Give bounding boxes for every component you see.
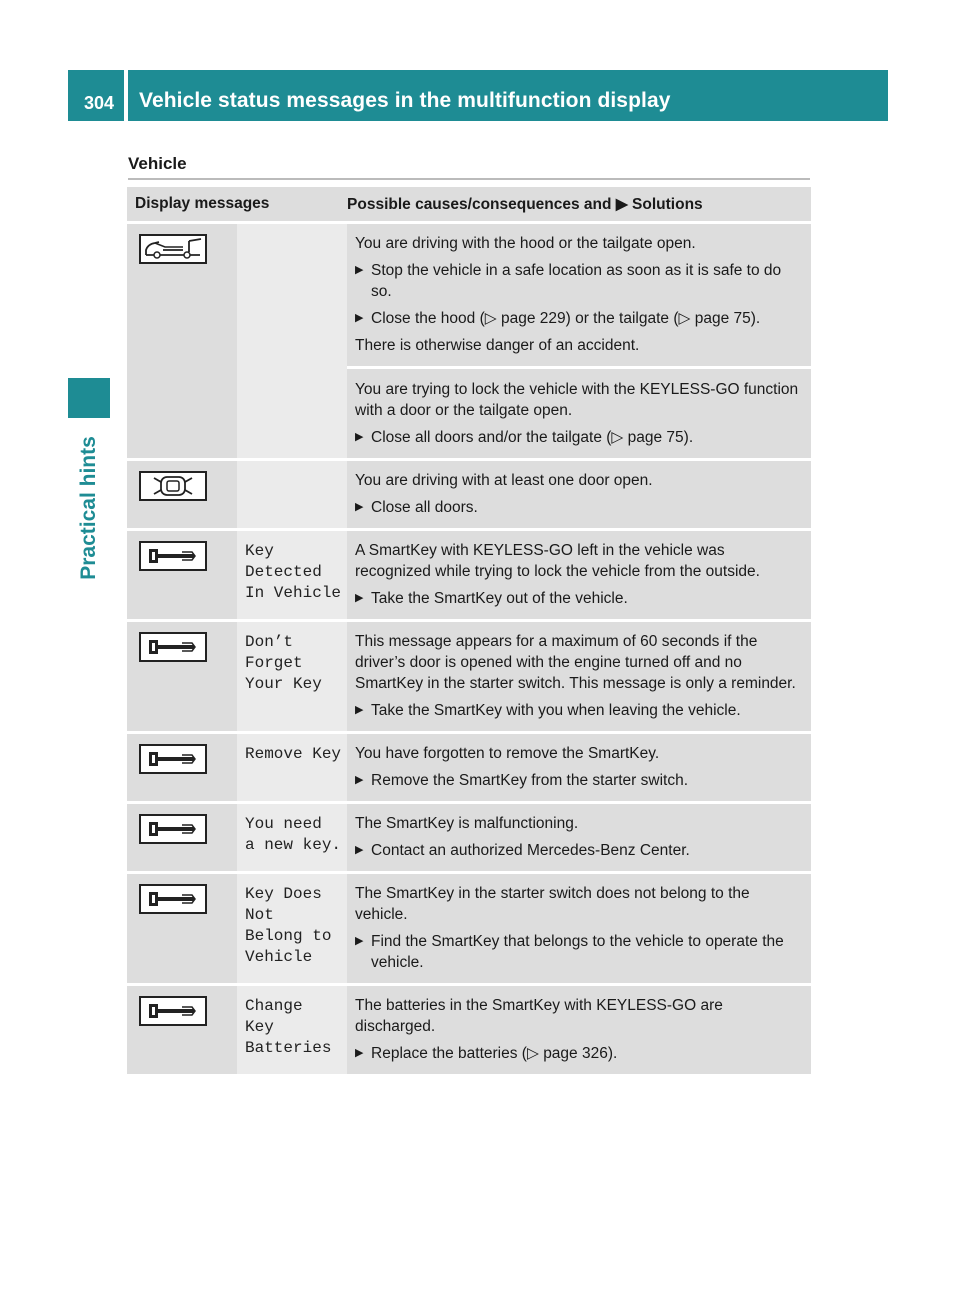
step-arrow-icon: ▶ [355, 704, 364, 716]
solution-cell [347, 530, 811, 621]
display-message: Key Detected In Vehicle [237, 530, 347, 621]
column-header-display: Display messages [127, 187, 347, 223]
solution-step [355, 931, 801, 973]
status-icon-cell [127, 803, 237, 873]
cause-text: You are trying to lock the vehicle with the KEYLESS-GO function with a door or the tailgate open. [355, 381, 799, 419]
solution-step-text: Remove the SmartKey from the starter switch. [371, 772, 689, 789]
display-message: You need a new key. [237, 803, 347, 873]
step-arrow-icon: ▶ [355, 264, 364, 276]
solution-cell [347, 803, 811, 873]
header-divider [124, 70, 128, 121]
solution-step [355, 308, 801, 329]
status-icon-cell [127, 985, 237, 1075]
step-arrow-icon: ▶ [355, 592, 364, 604]
column-header-prefix: Possible causes/consequences and [347, 195, 612, 213]
step-arrow-icon: ▶ [355, 935, 364, 947]
solutions-arrow-icon: ▶ [615, 195, 628, 213]
cause-text: The SmartKey is malfunctioning. [355, 815, 579, 832]
section-divider [128, 178, 810, 180]
status-messages-table [127, 187, 811, 1074]
step-arrow-icon: ▶ [355, 844, 364, 856]
solution-step-text: Stop the vehicle in a safe location as soon as it is safe to do so. [371, 262, 782, 300]
open-door-icon [139, 471, 207, 501]
solution-cell [347, 985, 811, 1075]
solution-step [355, 260, 801, 302]
table-row [127, 985, 811, 1075]
solution-cell [347, 873, 811, 985]
solution-cell [347, 368, 811, 460]
solution-step [355, 840, 801, 861]
solution-step-text: Replace the batteries (▷ page 326). [371, 1045, 618, 1062]
solution-step [355, 588, 801, 609]
page-title: Vehicle status messages in the multifunction display [139, 89, 671, 112]
solution-step [355, 770, 801, 791]
display-message: Don’t Forget Your Key [237, 621, 347, 733]
display-message: Remove Key [237, 733, 347, 803]
display-message: Change Key Batteries [237, 985, 347, 1075]
table-row [127, 803, 811, 873]
solution-cell [347, 621, 811, 733]
key-icon [139, 814, 207, 844]
solution-step-text: Take the SmartKey with you when leaving the vehicle. [371, 702, 741, 719]
step-arrow-icon: ▶ [355, 1047, 364, 1059]
table-header-row [127, 187, 811, 223]
step-arrow-icon: ▶ [355, 774, 364, 786]
solution-cell [347, 223, 811, 368]
page-number: 304 [84, 93, 115, 113]
status-icon-cell [127, 873, 237, 985]
solution-cell [347, 733, 811, 803]
solution-step-text: Close all doors and/or the tailgate (▷ page 75). [371, 429, 694, 446]
column-header-solutions [347, 187, 811, 223]
solution-step-text: Close all doors. [371, 499, 478, 516]
key-icon [139, 996, 207, 1026]
solution-step-text: Take the SmartKey out of the vehicle. [371, 590, 628, 607]
column-header-suffix: Solutions [632, 195, 703, 213]
table-row [127, 733, 811, 803]
cause-text: You are driving with the hood or the tailgate open. [355, 235, 696, 252]
section-title: Vehicle [128, 154, 187, 173]
solution-step [355, 700, 801, 721]
open-hood-tailgate-icon [139, 234, 207, 264]
step-arrow-icon: ▶ [355, 501, 364, 513]
cause-text: The batteries in the SmartKey with KEYLESS-GO are discharged. [355, 997, 723, 1035]
consequence-text: There is otherwise danger of an accident. [355, 337, 640, 354]
table-row [127, 223, 811, 368]
cause-text: You are driving with at least one door open. [355, 472, 653, 489]
status-icon-cell [127, 733, 237, 803]
status-icon-cell [127, 530, 237, 621]
key-icon [139, 744, 207, 774]
key-icon [139, 884, 207, 914]
step-arrow-icon: ▶ [355, 312, 364, 324]
solution-step-text: Find the SmartKey that belongs to the vehicle to operate the vehicle. [371, 933, 784, 971]
status-icon-cell [127, 621, 237, 733]
status-icon-cell [127, 223, 237, 460]
solution-step [355, 497, 801, 518]
key-icon [139, 632, 207, 662]
key-icon [139, 541, 207, 571]
display-message [237, 223, 347, 460]
solution-step-text: Close the hood (▷ page 229) or the tailgate (▷ page 75). [371, 310, 761, 327]
display-message [237, 460, 347, 530]
solution-step [355, 427, 801, 448]
table-row [127, 460, 811, 530]
solution-step [355, 1043, 801, 1064]
solution-cell [347, 460, 811, 530]
display-message: Key Does Not Belong to Vehicle [237, 873, 347, 985]
table-row [127, 873, 811, 985]
side-tab-marker [68, 378, 110, 418]
cause-text: A SmartKey with KEYLESS-GO left in the vehicle was recognized while trying to lock the vehicle from the outside. [355, 542, 760, 580]
table-row [127, 621, 811, 733]
cause-text: This message appears for a maximum of 60 seconds if the driver’s door is opened with the engine turned off and no SmartKey in the starter switch. This message is only a reminder. [355, 633, 796, 692]
side-tab-label: Practical hints [77, 436, 100, 580]
cause-text: The SmartKey in the starter switch does not belong to the vehicle. [355, 885, 750, 923]
cause-text: You have forgotten to remove the SmartKey. [355, 745, 660, 762]
step-arrow-icon: ▶ [355, 431, 364, 443]
table-row [127, 530, 811, 621]
status-icon-cell [127, 460, 237, 530]
solution-step-text: Contact an authorized Mercedes-Benz Center. [371, 842, 690, 859]
